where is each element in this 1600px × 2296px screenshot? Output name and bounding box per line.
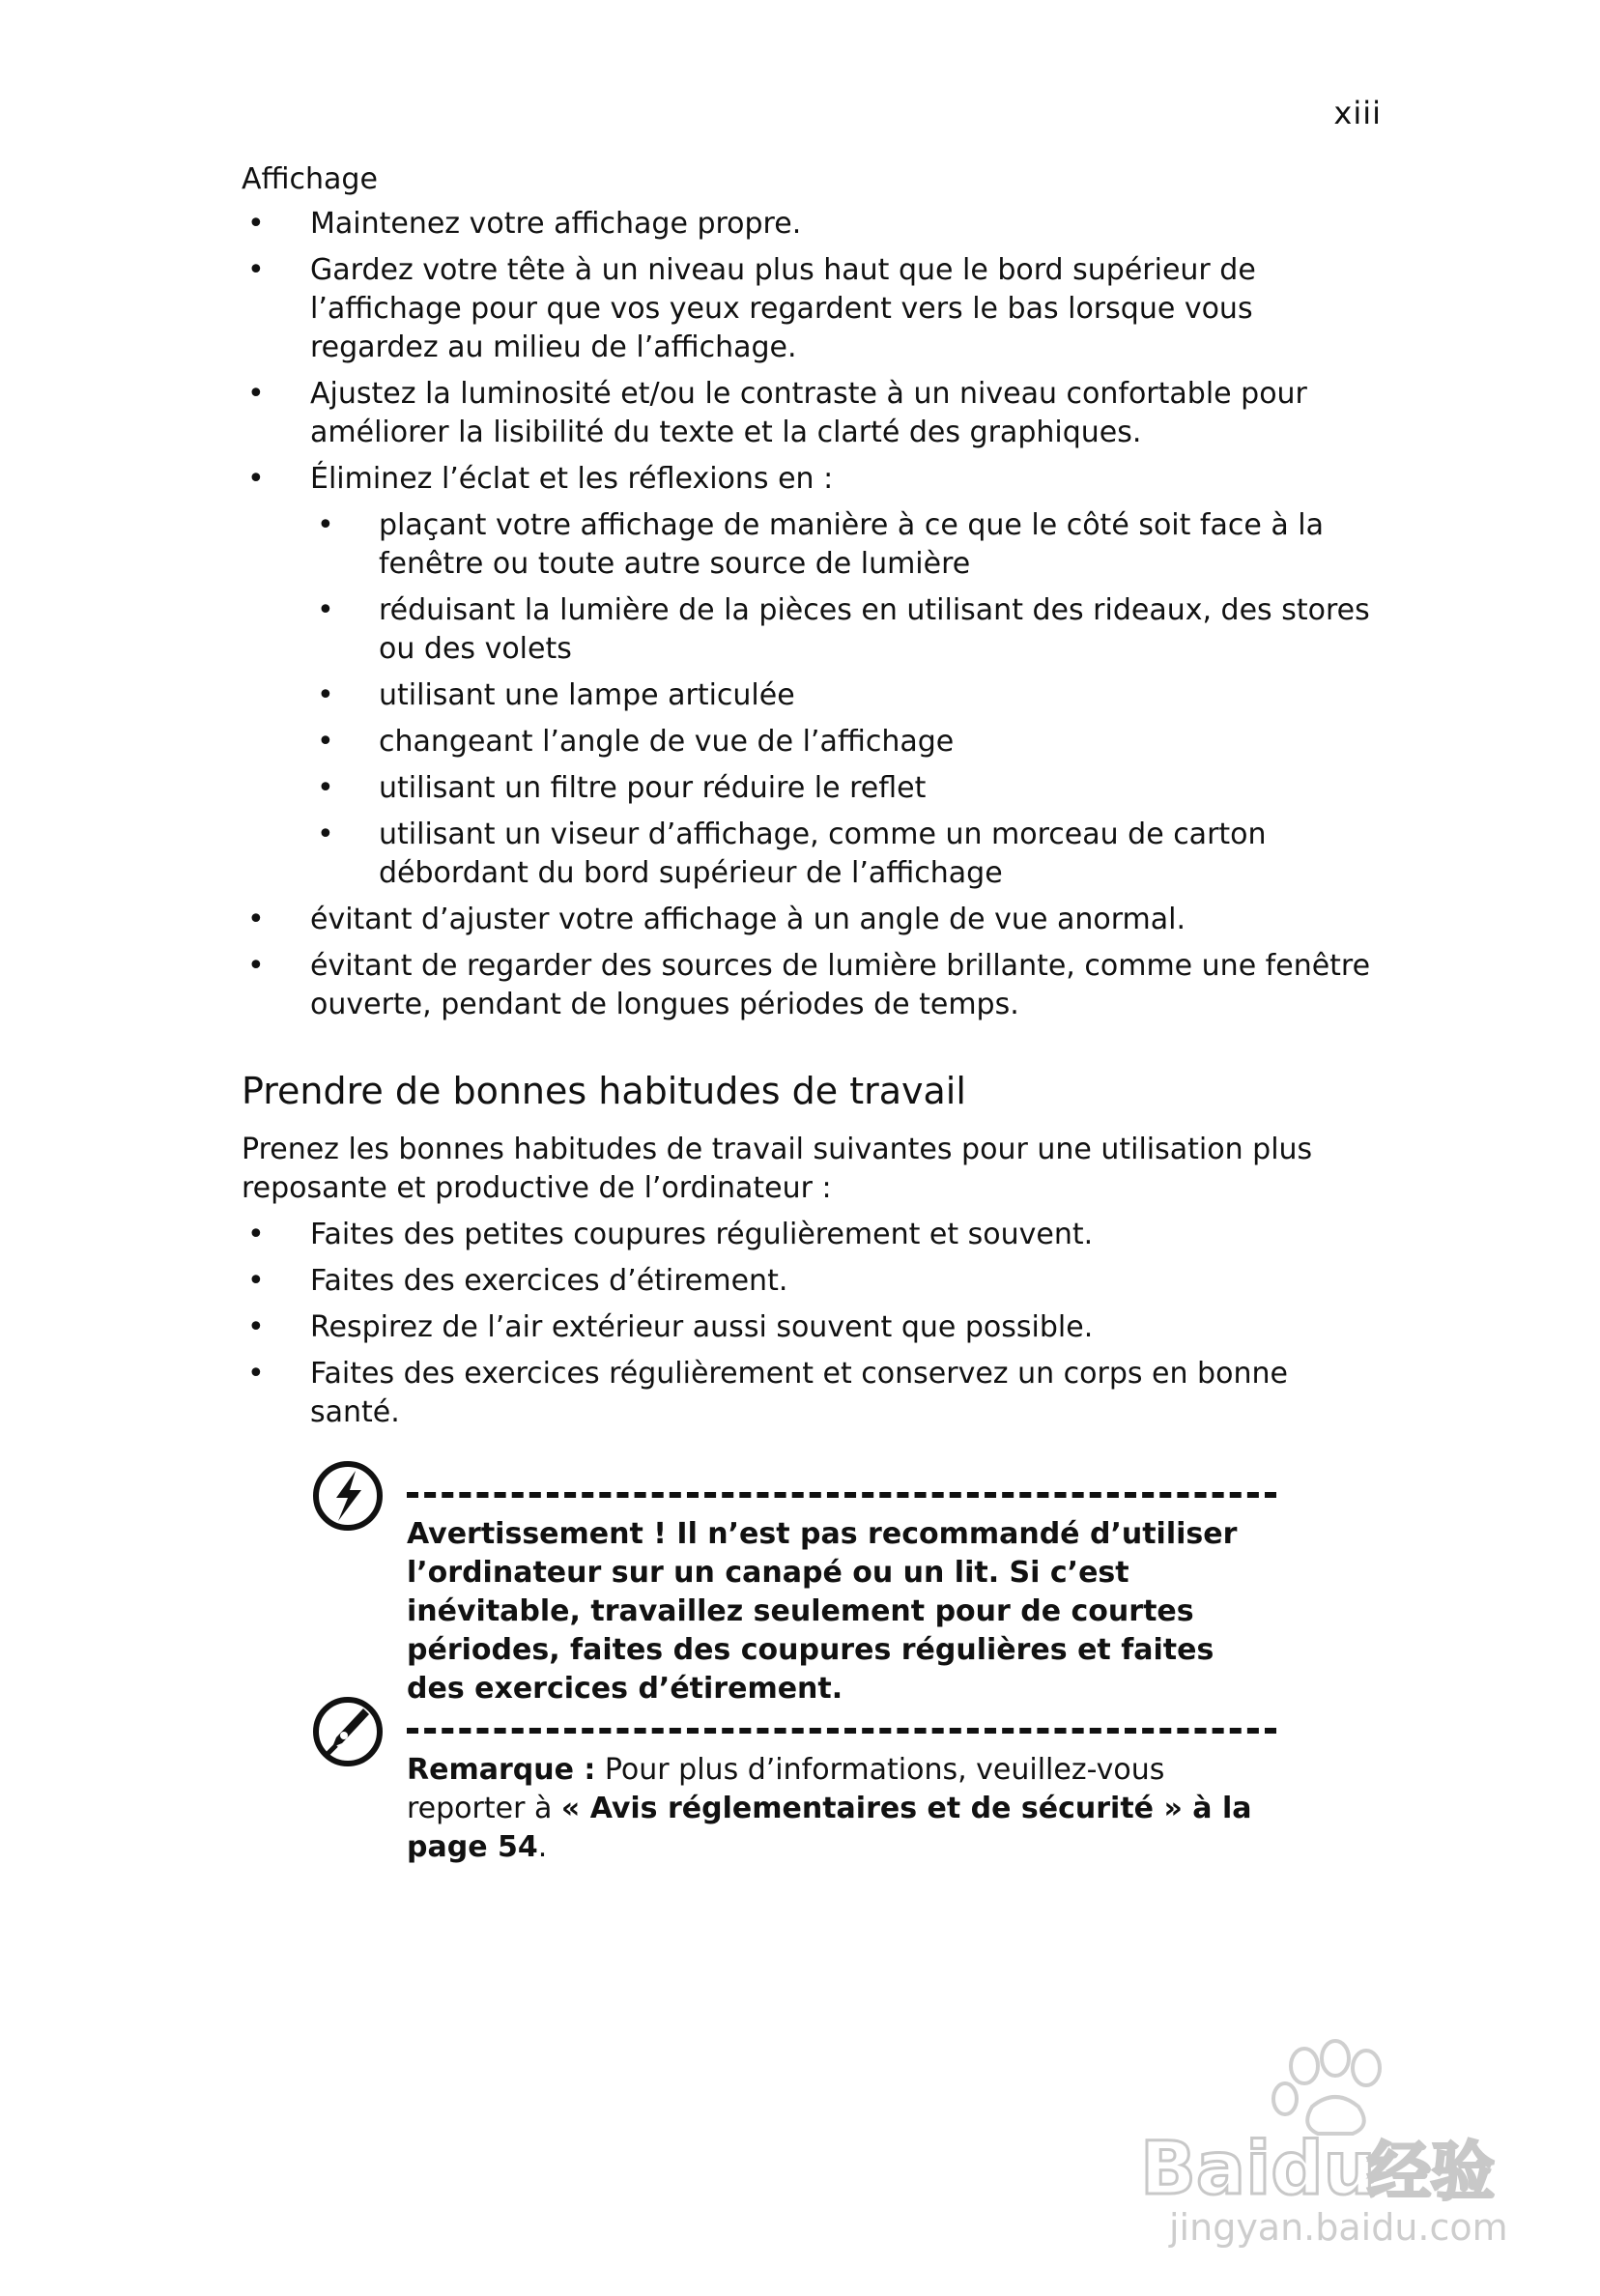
- warning-text: Avertissement ! Il n’est pas recommandé d’utiliser l’ordinateur sur un canapé ou un lit. Si c’est inévitable, travaillez seulement pour de courtes périodes, faites des coupures régulières et faites des exercices d’étirement.: [407, 1517, 1238, 1706]
- list-item-text: Éliminez l’éclat et les réflexions en :: [310, 462, 834, 496]
- note-end: .: [537, 1830, 548, 1864]
- list-item-text: Faites des exercices d’étirement.: [310, 1264, 788, 1298]
- list-item: [242, 901, 1382, 939]
- bullet-icon: •: [247, 949, 265, 983]
- list-item-text: évitant de regarder des sources de lumière brillante, comme une fenêtre ouverte, pendant de longues périodes de temps.: [310, 949, 1371, 1021]
- note-reference-link[interactable]: « Avis réglementaires et de sécurité » à la page 54: [407, 1792, 1252, 1864]
- list-item: [242, 375, 1382, 452]
- list-item: [242, 205, 1382, 244]
- divider: [407, 1492, 1276, 1498]
- bullet-icon: •: [247, 377, 265, 411]
- list-item-text: Maintenez votre affichage propre.: [310, 207, 802, 241]
- sub-list-item: [242, 591, 1382, 669]
- bullet-icon: •: [247, 1218, 265, 1251]
- list-item-text: Respirez de l’air extérieur aussi souvent que possible.: [310, 1310, 1094, 1344]
- habits-list: [242, 1216, 1382, 1432]
- warning-box: [309, 1457, 1382, 1706]
- bullet-icon: •: [317, 678, 334, 712]
- bullet-icon: •: [247, 903, 265, 936]
- sub-list-item-text: utilisant un filtre pour réduire le reflet: [379, 771, 927, 805]
- list-item-text: Gardez votre tête à un niveau plus haut que le bord supérieur de l’affichage pour que vos yeux regardent vers le bas lorsque vous regardez au milieu de l’affichage.: [310, 253, 1256, 364]
- list-item-text: Ajustez la luminosité et/ou le contraste à un niveau confortable pour améliorer la lisibilité du texte et la clarté des graphiques.: [310, 377, 1307, 449]
- sub-list-item: [242, 769, 1382, 808]
- note-body: Pour plus d’informations, veuillez-vous reporter à: [407, 1753, 1165, 1825]
- watermark-url: jingyan.baidu.com: [1169, 2206, 1508, 2249]
- note-pen-icon: [309, 1693, 386, 1770]
- bullet-icon: •: [317, 593, 334, 627]
- sub-list-item-text: réduisant la lumière de la pièces en utilisant des rideaux, des stores ou des volets: [379, 593, 1370, 666]
- note-text: [407, 1751, 1257, 1867]
- page-number: xiii: [1333, 95, 1382, 131]
- section-intro: Prenez les bonnes habitudes de travail suivantes pour une utilisation plus reposante et productive de l’ordinateur :: [242, 1133, 1313, 1205]
- divider: [407, 1728, 1276, 1734]
- bullet-icon: •: [247, 253, 265, 287]
- list-item: [242, 460, 1382, 893]
- bullet-icon: •: [317, 508, 334, 542]
- sub-list-item: [242, 506, 1382, 584]
- warning-lightning-icon: [309, 1457, 386, 1535]
- list-item: [242, 947, 1382, 1024]
- sub-list-item: [242, 723, 1382, 761]
- bullet-icon: •: [247, 462, 265, 496]
- page-content: [242, 160, 1382, 1864]
- bullet-icon: •: [247, 207, 265, 241]
- note-label: Remarque :: [407, 1753, 596, 1787]
- sub-list-item-text: changeant l’angle de vue de l’affichage: [379, 725, 955, 759]
- list-item-text: Faites des exercices régulièrement et conservez un corps en bonne santé.: [310, 1357, 1288, 1429]
- bullet-icon: •: [247, 1310, 265, 1344]
- list-item: [242, 251, 1382, 367]
- sub-list-item: [242, 676, 1382, 715]
- section-heading: Prendre de bonnes habitudes de travail: [242, 1070, 966, 1112]
- list-item-text: évitant d’ajuster votre affichage à un angle de vue anormal.: [310, 903, 1186, 936]
- display-list: [242, 205, 1382, 1024]
- list-item-text: Faites des petites coupures régulièrement et souvent.: [310, 1218, 1094, 1251]
- list-item: [242, 1262, 1382, 1301]
- sub-list-item-text: utilisant un viseur d’affichage, comme un morceau de carton débordant du bord supérieur de l’affichage: [379, 818, 1267, 890]
- bullet-icon: •: [247, 1357, 265, 1391]
- list-item: [242, 1216, 1382, 1254]
- bullet-icon: •: [247, 1264, 265, 1298]
- sub-list-item-text: utilisant une lampe articulée: [379, 678, 795, 712]
- list-item: [242, 1355, 1382, 1432]
- note-box: [309, 1693, 1382, 1864]
- sub-list-item: [242, 816, 1382, 893]
- watermark-brand: Baidu: [1140, 2125, 1376, 2211]
- baidu-watermark: [1111, 2029, 1517, 2252]
- display-section-label: Affichage: [242, 162, 378, 196]
- glare-sublist: [310, 506, 1382, 893]
- bullet-icon: •: [317, 818, 334, 851]
- sub-list-item-text: plaçant votre affichage de manière à ce que le côté soit face à la fenêtre ou toute autre source de lumière: [379, 508, 1325, 581]
- bullet-icon: •: [317, 771, 334, 805]
- bullet-icon: •: [317, 725, 334, 759]
- list-item: [242, 1308, 1382, 1347]
- watermark-brand-cn: 经验: [1367, 2135, 1495, 2209]
